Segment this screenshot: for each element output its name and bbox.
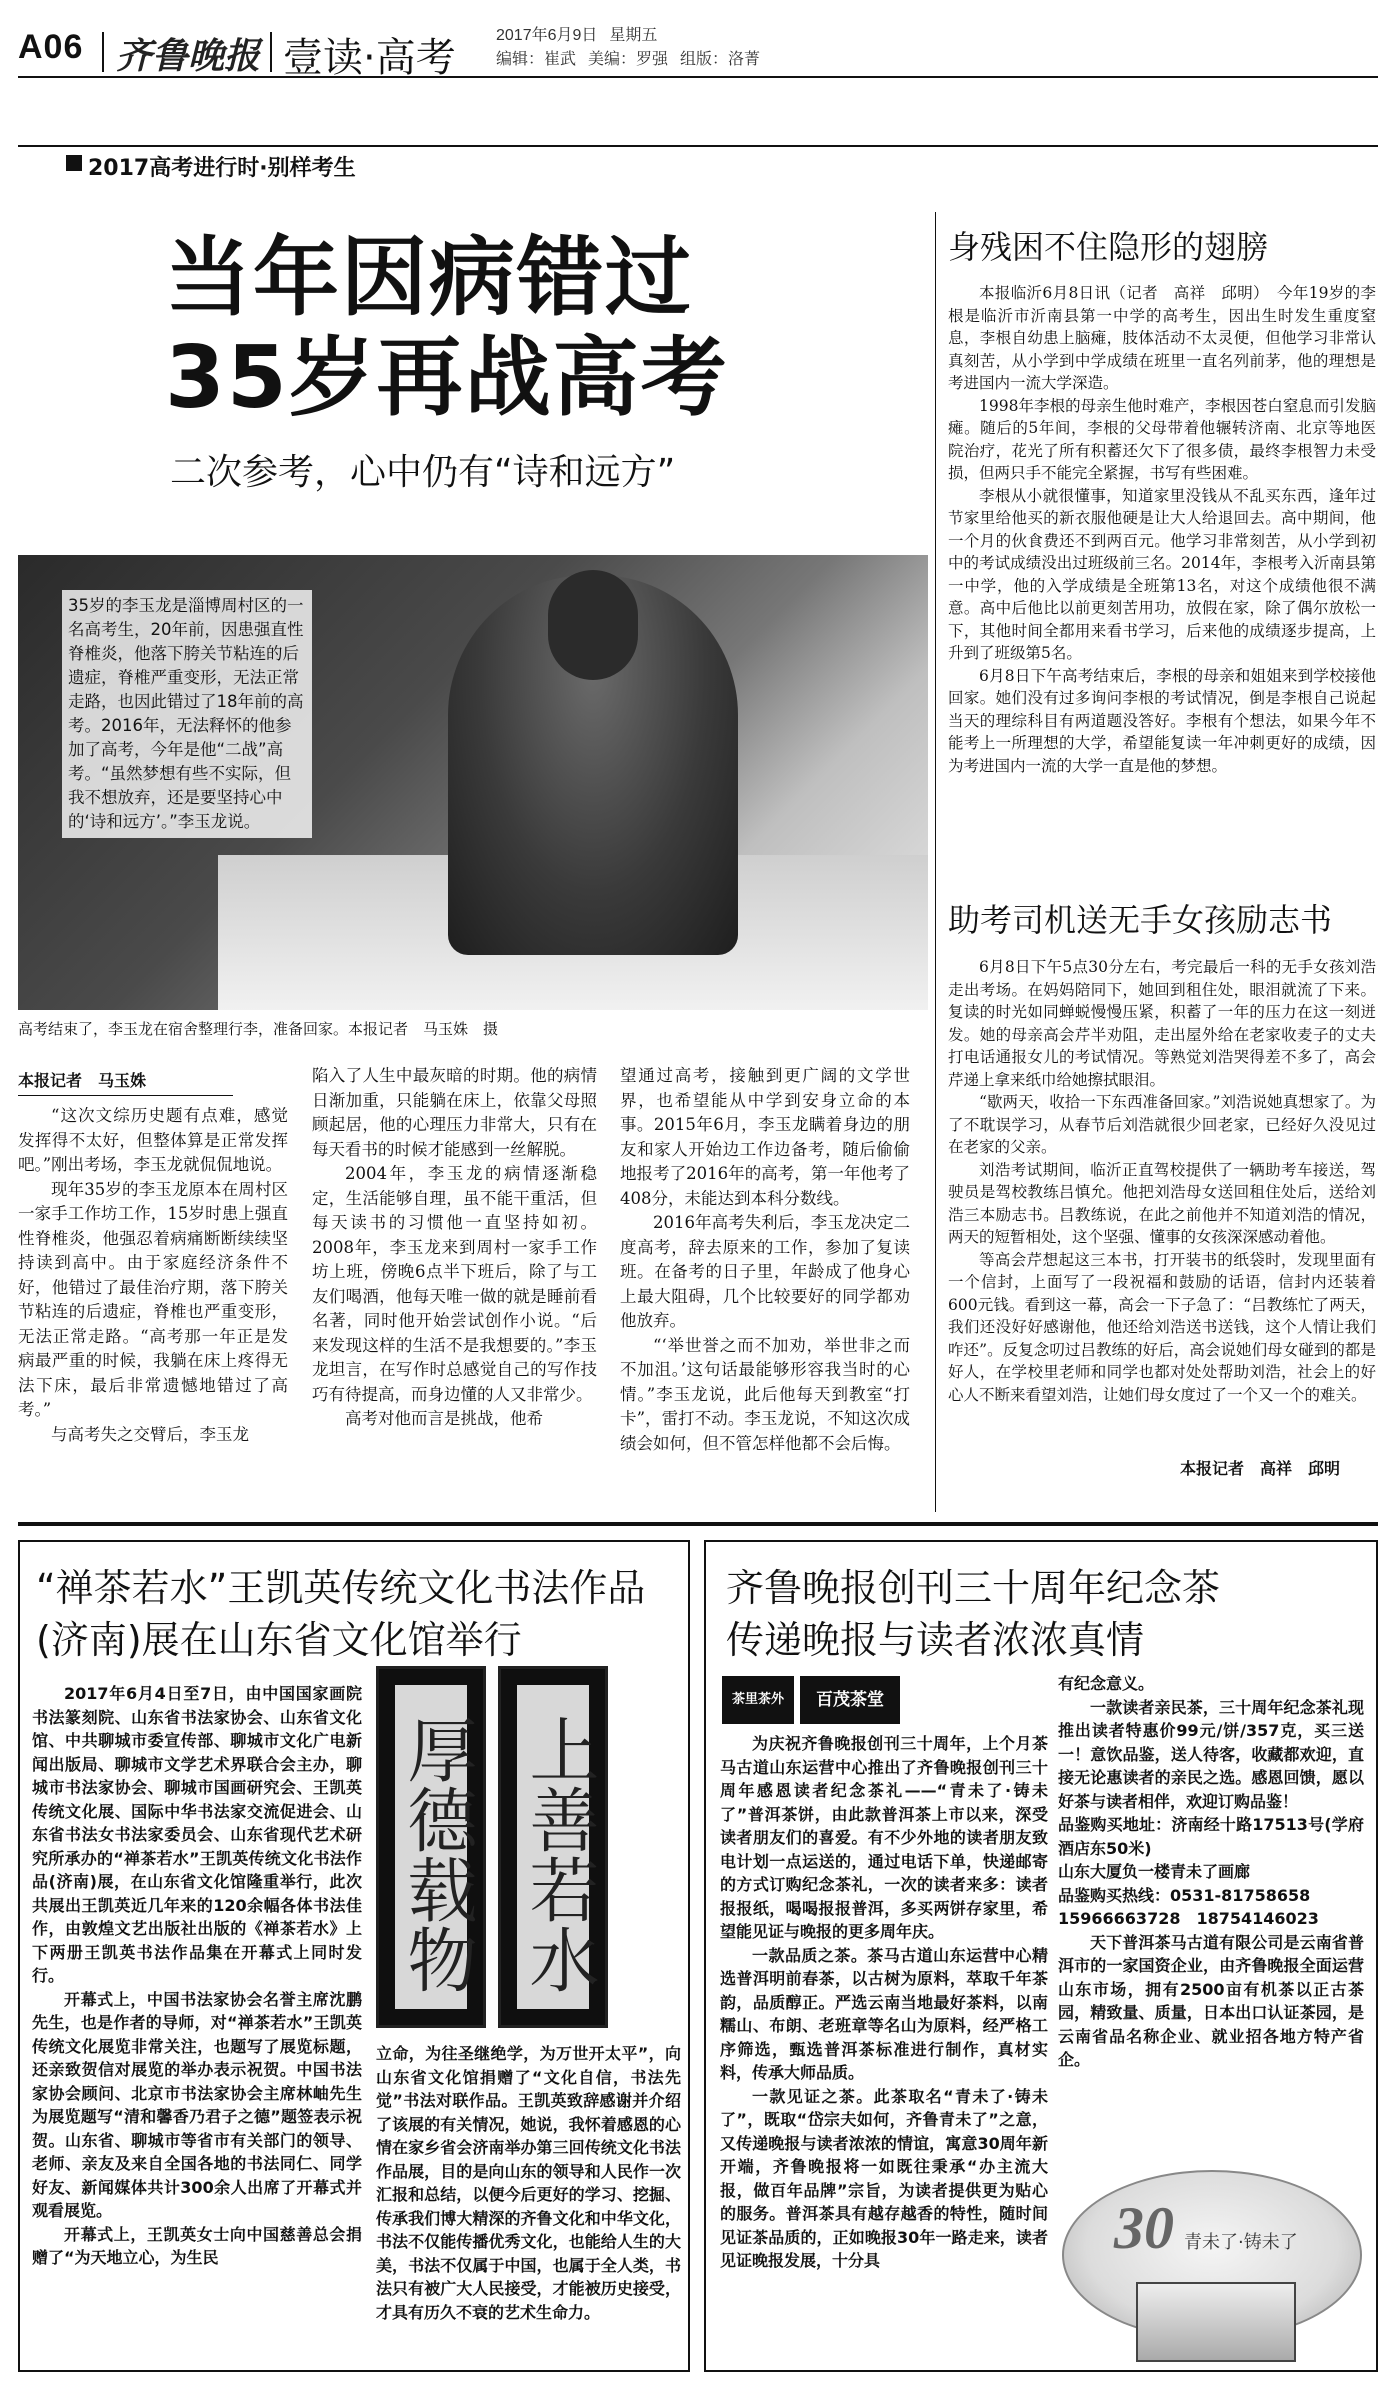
masthead — [18, 22, 1378, 81]
headline-line-2: 35岁再战高考 — [165, 328, 729, 428]
paragraph: “这次文综历史题有点难，感觉发挥得不太好，但整体算是正常发挥吧。”刚出考场，李玉龙就侃侃地说。 — [18, 1106, 288, 1174]
issue-date: 2017年6月9日 — [496, 27, 598, 44]
tea-gift-box-image — [1136, 2282, 1296, 2362]
ad-right-column-2 — [1058, 1672, 1364, 2072]
issue-info — [496, 24, 772, 72]
paragraph: 2017年6月4日至7日，由中国国家画院书法篆刻院、山东省书法家协会、山东省文化馆、中共聊城市委宣传部、聊城市文化广电新闻出版局、聊城市文学艺术界联合会主办，聊城市书法家协会、聊城市国画研究会、王凯英传统文化展、国际中华书法家交流促进会、山东省书法女书法家委员会、山东省现代艺术研究所承办的“禅茶若水”王凯英传统文化书法作品(济南)展，在山东省文化馆隆重举行，此次共展出王凯英近几年来的120余幅各体书法佳作，由敦煌文艺出版社出版的《禅茶若水》上下两册王凯英书法作品集在开幕式上同时发行。 — [32, 1684, 362, 1985]
paragraph: 本报临沂6月8日讯（记者 高祥 邱明） 今年19岁的李根是临沂市沂南县第一中学的高考生，因出生时发生重度窒息，李根自幼患上脑瘫，肢体活动不太灵便，但他学习非常认真刻苦，从小学到中学成绩在班里一直名列前茅，他的理想是考进国内一流大学深造。 — [948, 284, 1376, 392]
page-number: A06 — [18, 28, 84, 66]
photo-credit: 高考结束了，李玉龙在宿舍整理行李，准备回家。本报记者 马玉姝 摄 — [18, 1020, 499, 1038]
calligraphy-scroll-left — [376, 1666, 486, 2028]
side-story-1-body — [948, 282, 1376, 777]
proofreader-credit: 组版：洛菁 — [680, 51, 761, 68]
paragraph: 刘浩考试期间，临沂正直驾校提供了一辆助考车接送，驾驶员是驾校教练吕慎允。他把刘浩母女送回租住处后，送给刘浩三本励志书。吕教练说，在此之前他并不知道刘浩的情况，两天的短暂相处，这个坚强、懂事的女孩深深感动着他。 — [948, 1160, 1376, 1246]
paragraph: 2016年高考失利后，李玉龙决定二度高考，辞去原来的工作，参加了复读班。在备考的日子里，年龄成了他身心上最大阻碍，几个比较要好的同学都劝他放弃。 — [620, 1213, 910, 1330]
ad-left-title — [36, 1562, 676, 1666]
paragraph: “‘举世誉之而不加劝，举世非之而不加沮。’这句话最能够形容我当时的心情。”李玉龙说，此后他每天到教室“打卡”，雷打不动。李玉龙说，不知这次成绩会如何，但不管怎样他都不会后悔。 — [620, 1335, 910, 1453]
issue-weekday: 星期五 — [609, 27, 658, 44]
paragraph: 现年35岁的李玉龙原本在周村区一家手工作坊工作，15岁时患上强直性脊椎炎，他强忍着病痛断断续续坚持读到高中。由于家庭经济条件不好，他错过了最佳治疗期，落下胯关节粘连的后遗症，脊椎也严重变形，无法正常走路。“高考那一年正是发病最严重的时候，我躺在床上疼得无法下床，最后非常遗憾地错过了高考。” — [18, 1179, 288, 1419]
paragraph: 高考对他而言是挑战，他希 — [345, 1409, 543, 1428]
section-bar — [18, 145, 1378, 179]
main-column-3 — [620, 1064, 910, 1456]
main-column-2 — [312, 1064, 597, 1432]
ad-right-title-line-1: 齐鲁晚报创刊三十周年纪念茶 — [726, 1566, 1221, 1610]
contact-hotline: 品鉴购买热线：0531-81758658 — [1058, 1885, 1311, 1905]
editor-credit: 编辑：崔武 — [496, 51, 577, 68]
paragraph: 1998年李根的母亲生他时难产，李根因苍白窒息而引发脑瘫。随后的5年间，李根的父母带着他辗转济南、北京等地医院治疗，花光了所有积蓄还欠下了很多债，最终李根智力未受损，但两只手不能完全紧握，书写有些困难。 — [948, 396, 1376, 482]
ad-left-title-line-2: (济南)展在山东省文化馆举行 — [36, 1618, 522, 1662]
ad-left-column-2: 立命，为往圣继绝学，为万世开太平”，向山东省文化馆捐赠了“文化自信，书法先觉”书法对联作品。王凯英致辞感谢并介绍了该展的有关情况，她说，我怀着感恩的心情在家乡省会济南举办第三回传统文化书法作品展，目的是向山东的领导和人民作一次汇报和总结，以便今后更好的学习、挖掘、传承我们博大精深的齐鲁文化和中华文化，书法不仅能传播优秀文化，也能给人生的大美，书法不仅属于中国，也属于全人类，书法只有被广大人民接受，才能被历史接受，才具有历久不衰的艺术生命力。 — [376, 2044, 681, 2322]
anniversary-badge: 30 — [1114, 2195, 1174, 2261]
photo-caption: 35岁的李玉龙是淄博周村区的一名高考生，20年前，因患强直性脊椎炎，他落下胯关节粘连的后遗症，脊椎严重变形，无法正常走路，也因此错过了18年前的高考。2016年，无法释怀的他参加了高考，今年是他“二战”高考。“虽然梦想有些不实际，但我不想放弃，还是要坚持心中的‘诗和远方’。”李玉龙说。 — [62, 590, 312, 838]
paragraph: 6月8日下午5点30分左右，考完最后一科的无手女孩刘浩走出考场。在妈妈陪同下，她回到租住处，眼泪就流了下来。复读的时光如同蝉蜕慢慢压紧，积蓄了一年的压力在这一刻迸发。她的母亲高会芹半劝阻，走出屋外给在老家收麦子的丈夫打电话通报女儿的考试情况。等熟觉刘浩哭得差不多了，高会芹递上拿来纸巾给她擦拭眼泪。 — [948, 958, 1376, 1089]
headline-line-1: 当年因病错过 — [165, 228, 693, 328]
paragraph: “歇两天，收拾一下东西准备回家。”刘浩说她真想家了。为了不耽误学习，从春节后刘浩就很少回老家，已经好久没见过在老家的父亲。 — [948, 1093, 1376, 1156]
paragraph: 有纪念意义。 — [1058, 1674, 1155, 1693]
main-headline — [165, 228, 729, 428]
tea-cake-label: 青未了·铸未了 — [1184, 2232, 1298, 2253]
paragraph: 陷入了人生中最灰暗的时期。他的病情日渐加重，只能躺在床上，依靠父母照顾起居，他的心理压力非常大，只有在每天看书的时候才能感到一丝解脱。 — [312, 1066, 597, 1159]
main-subheadline: 二次参考，心中仍有“诗和远方” — [170, 452, 676, 493]
contact-mobile: 15966663728 18754146023 — [1058, 1909, 1319, 1928]
ad-right-title-line-2: 传递晚报与读者浓浓真情 — [726, 1618, 1145, 1662]
paragraph: 6月8日下午高考结束后，李根的母亲和姐姐来到学校接他回家。她们没有过多询问李根的考试情况，倒是李根自己说起当天的理综科目有两道题没答好。李根有个想法，如果今年不能考上一所理想的大学，希望能复读一年冲刺更好的成绩，因为考进国内一流的大学一直是他的梦想。 — [948, 666, 1376, 775]
paragraph: 2004年，李玉龙的病情逐渐稳定，生活能够自理，虽不能干重活，但每天读书的习惯他一直坚持如初。2008年，李玉龙来到周村一家手工作坊上班，傍晚6点半下班后，除了与工友们喝酒，他每天唯一做的就是睡前看名著，同时他开始尝试创作小说。“后来发现这样的生活不是我想要的。”李玉龙坦言，在写作时总感觉自己的写作技巧有待提高，而身边懂的人又非常少。 — [312, 1164, 597, 1404]
side-story-2-body — [948, 956, 1376, 1406]
advertorial-zone — [18, 1522, 1378, 2382]
paragraph: 一款品质之茶。茶马古道山东运营中心精选普洱明前春茶，以古树为原料，萃取千年茶韵，品质醇正。严选云南当地最好茶料，以南糯山、布朗、老班章等名山为原料，经严格工序筛选，甄选普洱茶标准进行制作，真材实料，传承大师品质。 — [720, 1945, 1048, 2082]
paper-name-logo: 齐鲁晚报 — [116, 35, 261, 77]
contact-location: 山东大厦负一楼青未了画廊 — [1058, 1862, 1251, 1881]
side-story-2-byline: 本报记者 高祥 邱明 — [1180, 1459, 1341, 1478]
paragraph: 等高会芹想起这三本书，打开装书的纸袋时，发现里面有一个信封，上面写了一段祝福和鼓励的话语，信封内还装着600元钱。看到这一幕，高会一下子急了：“吕教练忙了两天，我们还没好好感谢他，他还给刘浩送书送钱，这个人情让我们咋还”。反复念叨过吕教练的好后，高会说她们母女碰到的都是好人，在学校里老师和同学也都对处处帮助刘浩，社会上的好心人不断来看望刘浩，让她们母女度过了一个又一个的难关。 — [948, 1250, 1376, 1404]
ad-right-title — [726, 1562, 1366, 1666]
ad-left-title-line-1: “禅茶若水”王凯英传统文化书法作品 — [36, 1566, 646, 1610]
paragraph: 一款见证之茶。此茶取名“青未了·铸未了”，既取“岱宗夫如何，齐鲁青未了”之意，又传递晚报与读者浓浓的情谊，寓意30周年新开端，齐鲁晚报将一如既往秉承“办主流大报，做百年品牌”宗旨，为读者提供更为贴心的服务。普洱茶具有越存越香的特性，随时间见证茶品质的，正如晚报30年一路走来，读者见证晚报发展，十分具 — [720, 2086, 1048, 2270]
paragraph: 为庆祝齐鲁晚报创刊三十周年，上个月茶马古道山东运营中心推出了齐鲁晚报创刊三十周年感恩读者纪念茶礼——“青未了·铸未了”普洱茶饼，由此款普洱茶上市以来，深受读者朋友们的喜爱。有不少外地的读者朋友致电计划一点运送的，通过电话下单，快递邮寄的方式订购纪念茶礼，一次的读者来多：读者报报纸，喝喝报报普洱，多买两饼存家里，希望能见证与晚报的更多周年庆。 — [720, 1734, 1048, 1941]
divider — [270, 32, 272, 72]
section-square-icon — [66, 155, 82, 171]
ad-right-column-1 — [720, 1732, 1048, 2273]
calligraphy-text-right: 上善若水 — [518, 1714, 600, 1994]
divider — [102, 32, 104, 72]
paragraph: 开幕式上，中国书法家协会名誉主席沈鹏先生，也是作者的导师，对“禅茶若水”王凯英传统文化展览非常关注，也题写了展览标题，还亲致贺信对展览的举办表示祝贺。中国书法家协会顾问、北京市书法家协会主席林岫先生为展览题写“清和馨香乃君子之德”题签表示祝贺。山东省、聊城市等省市有关部门的领导、老师、亲友及来自全国各地的书法同仁、同学好友、新闻媒体共计300余人出席了开幕式并观看展览。 — [32, 1989, 362, 2220]
paragraph: 李根从小就很懂事，知道家里没钱从不乱买东西，逢年过节家里给他买的新衣服他硬是让大人给退回去。高中期间，他一个月的伙食费还不到两百元。他学习非常刻苦，从小学到初中的考试成绩没出过班级前三名。2014年，李根考入沂南县第一中学，他的入学成绩是全班第13名，对这个成绩他很不满意。高中后他比以前更刻苦用功，放假在家，除了偶尔放松一下，其他时间全都用来看书学习，后来他的成绩逐步提高，上升到了班级第5名。 — [948, 486, 1376, 662]
paragraph: 与高考失之交臂后，李玉龙 — [51, 1424, 249, 1444]
paragraph: 望通过高考，接触到更广阔的文学世界，也希望能从中学到安身立命的本事。2015年6月，李玉龙瞒着身边的朋友和家人开始边工作边备考，随后偷偷地报考了2016年的高考，第一年他考了408分，未能达到本科分数线。 — [620, 1066, 910, 1208]
brand-logo-tea: 茶里茶外 — [722, 1676, 794, 1724]
designer-credit: 美编：罗强 — [588, 51, 669, 68]
side-story-1-title: 身残困不住隐形的翅膀 — [948, 228, 1269, 266]
contact-address: 品鉴购买地址：济南经十路17513号(学府酒店东50米) — [1058, 1815, 1364, 1858]
brand-logo-store: 百茂茶堂 — [800, 1676, 900, 1724]
column-rule — [935, 212, 936, 1512]
calligraphy-scroll-right — [498, 1666, 608, 2028]
paragraph: 一款读者亲民茶，三十周年纪念茶礼现推出读者特惠价99元/饼/357克，买三送一！意饮品鉴，送人待客，收藏都欢迎，直接无论惠读者的亲民之选。感恩回馈，愿以好茶与读者相伴，欢迎订购品鉴！ — [1058, 1697, 1364, 1811]
side-story-2-title: 助考司机送无手女孩励志书 — [948, 901, 1333, 939]
main-byline: 本报记者 马玉姝 — [18, 1068, 233, 1096]
paragraph: 天下普洱茶马古道有限公司是云南省普洱市的一家国资企业，由齐鲁晚报全面运营山东市场，拥有2500亩有机茶以正古茶园，精致量、质量，日本出口认证茶园，是云南省品名称企业、就业招各地方特产省企。 — [1058, 1932, 1364, 2069]
ad-left-column-1 — [32, 1682, 362, 2270]
section-label: 2017高考进行时·别样考生 — [88, 156, 356, 181]
calligraphy-text-left: 厚德载物 — [396, 1714, 478, 1994]
section-name: 壹读·高考 — [283, 35, 456, 81]
main-column-1 — [18, 1104, 288, 1447]
paragraph: 开幕式上，王凯英女士向中国慈善总会捐赠了“为天地立心，为生民 — [32, 2224, 362, 2267]
ad-left — [18, 1540, 690, 2372]
photo-head-shape — [548, 570, 638, 680]
ad-right — [704, 1540, 1378, 2372]
